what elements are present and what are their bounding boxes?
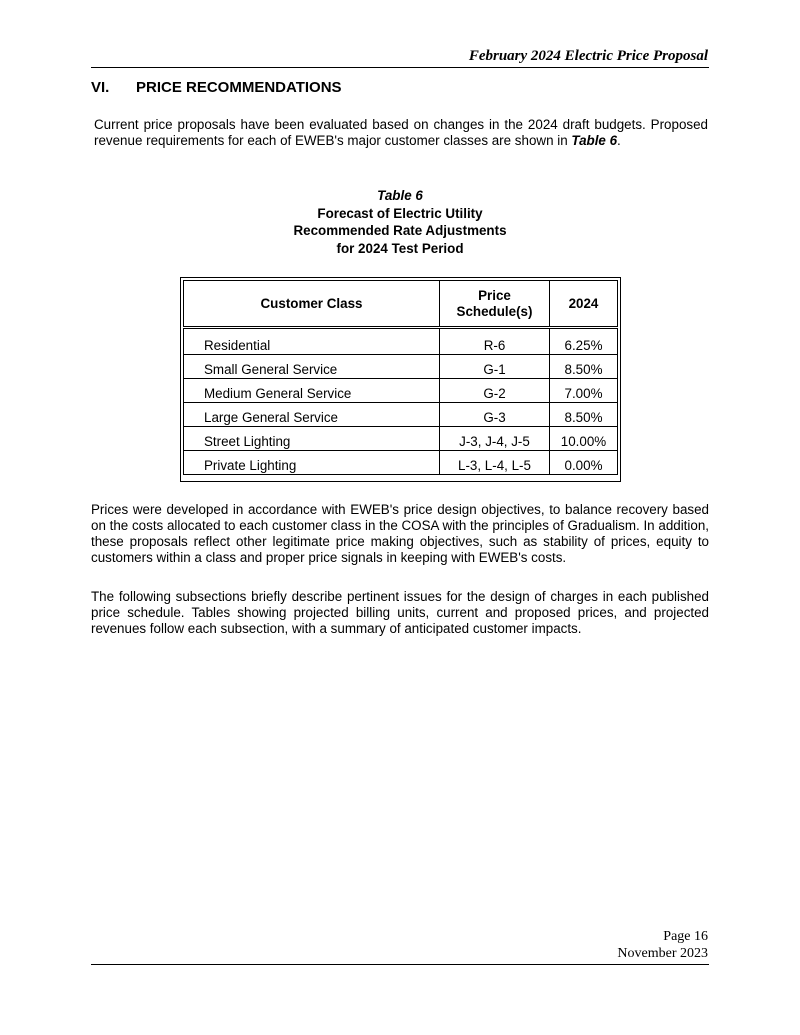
intro-text: Current price proposals have been evaluated based on changes in the 2024 draft budgets. Proposed revenue requirements for each of EWEB's major customer classes are shown in xyxy=(94,117,708,148)
section-heading xyxy=(91,79,342,96)
page-number: Page 16 xyxy=(663,929,708,944)
header-divider xyxy=(91,67,709,68)
cell-price-schedule: R-6 xyxy=(440,328,550,355)
footer-divider xyxy=(91,964,709,965)
header-customer-class: Customer Class xyxy=(184,281,440,328)
cell-rate-adjustment: 8.50% xyxy=(550,403,618,427)
cell-customer-class: Medium General Service xyxy=(184,379,440,403)
table-row xyxy=(184,379,618,403)
cell-customer-class: Small General Service xyxy=(184,355,440,379)
cell-customer-class: Large General Service xyxy=(184,403,440,427)
rate-table-frame xyxy=(180,277,621,482)
cell-price-schedule: G-2 xyxy=(440,379,550,403)
cell-rate-adjustment: 6.25% xyxy=(550,328,618,355)
cell-rate-adjustment: 10.00% xyxy=(550,427,618,451)
cell-customer-class: Private Lighting xyxy=(184,451,440,475)
table-caption-line3: for 2024 Test Period xyxy=(336,240,464,256)
document-header-title: February 2024 Electric Price Proposal xyxy=(468,48,708,64)
section-number: VI. xyxy=(91,79,110,96)
table-caption-label: Table 6 xyxy=(377,188,423,203)
table-caption xyxy=(180,187,620,257)
header-price-schedule: Price Schedule(s) xyxy=(440,281,550,328)
rate-adjustments-table xyxy=(183,280,618,475)
footer-date: November 2023 xyxy=(617,946,708,961)
header-year: 2024 xyxy=(550,281,618,328)
cell-price-schedule: L-3, L-4, L-5 xyxy=(440,451,550,475)
cell-rate-adjustment: 8.50% xyxy=(550,355,618,379)
cell-rate-adjustment: 0.00% xyxy=(550,451,618,475)
table-caption-line2: Recommended Rate Adjustments xyxy=(293,223,507,238)
table-caption-line1: Forecast of Electric Utility xyxy=(317,205,483,221)
cell-price-schedule: J-3, J-4, J-5 xyxy=(440,427,550,451)
cell-customer-class: Residential xyxy=(204,338,271,353)
table-row xyxy=(184,403,618,427)
table-row xyxy=(184,355,618,379)
intro-paragraph xyxy=(94,117,708,149)
table-reference: Table 6 xyxy=(571,133,618,148)
section-title: PRICE RECOMMENDATIONS xyxy=(136,79,342,96)
table-row xyxy=(184,328,618,355)
intro-end: . xyxy=(617,133,621,148)
subsections-paragraph: The following subsections briefly describe pertinent issues for the design of charges in each published price schedule. Tables showing projected billing units, current and proposed prices, and projected revenues follow each subsection, with a summary of anticipated customer impacts. xyxy=(91,589,709,636)
cell-price-schedule: G-3 xyxy=(440,403,550,427)
cell-price-schedule: G-1 xyxy=(440,355,550,379)
price-development-paragraph: Prices were developed in accordance with EWEB's price design objectives, to balance recovery based on the costs allocated to each customer class in the COSA with the principles of Gradualism. In addition, these proposals reflect other legitimate price making objectives, such as stability of prices, equity to customers within a class and proper price signals in keeping with EWEB's costs. xyxy=(91,502,709,565)
table-header-row xyxy=(184,281,618,328)
page-footer xyxy=(617,928,708,962)
cell-customer-class: Street Lighting xyxy=(184,427,440,451)
table-row xyxy=(184,427,618,451)
cell-rate-adjustment: 7.00% xyxy=(550,379,618,403)
table-row xyxy=(184,451,618,475)
